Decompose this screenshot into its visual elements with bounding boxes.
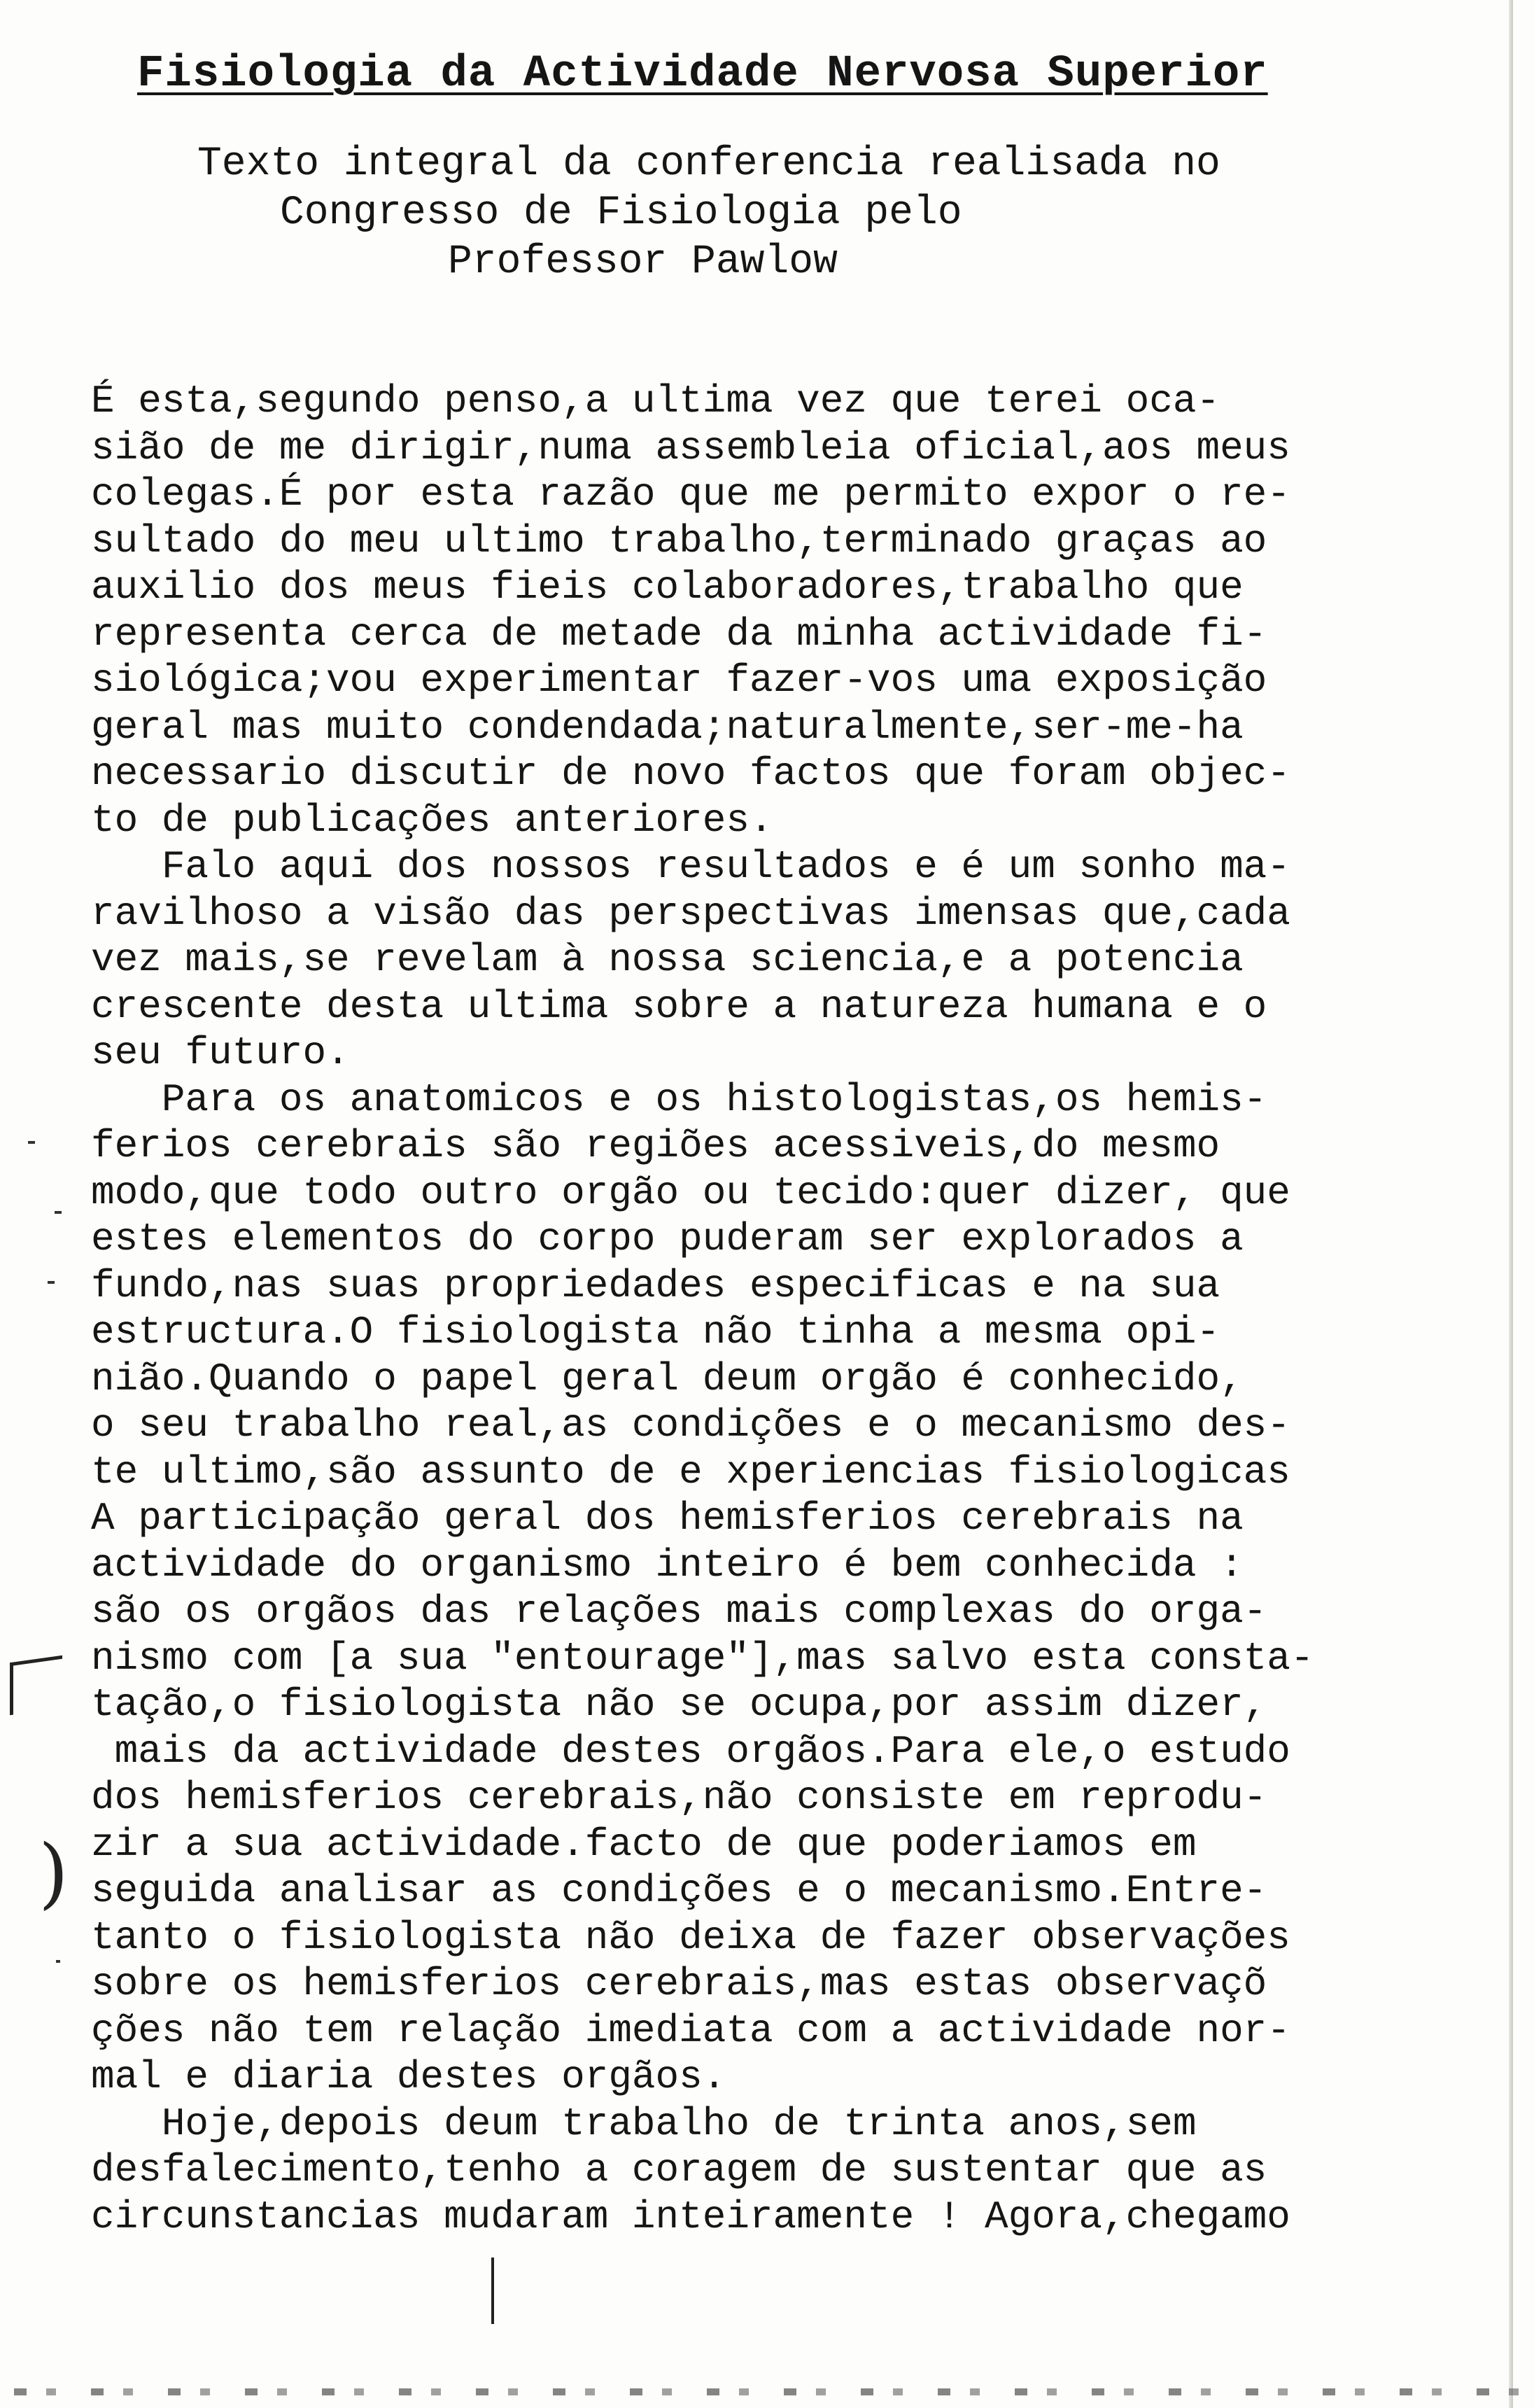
body-text [91,378,1519,2240]
body-line: modo,que todo outro orgão ou tecido:quer dizer, que [91,1170,1290,1215]
body-line: zir a sua actividade.facto de que poderiamos em [91,1821,1197,1867]
body-line: auxilio dos meus fieis colaboradores,trabalho que [91,565,1244,610]
body-line: geral mas muito condendada;naturalmente,ser-me-ha [91,704,1244,750]
margin-bracket-mark [10,1656,62,1716]
body-line: colegas.É por esta razão que me permito expor o re- [91,472,1290,517]
body-line: nismo com [a sua "entourage"],mas salvo esta consta- [91,1635,1314,1681]
subtitle-line-3: Professor Pawlow [448,239,838,285]
body-line: estructura.O fisiologista não tinha a mesma opi- [91,1310,1220,1354]
body-line: o seu trabalho real,as condições e o mecanismo des- [91,1403,1290,1448]
body-line: são os orgãos das relações mais complexas do orga- [91,1589,1267,1634]
margin-tick [55,1211,62,1214]
handwritten-stroke [491,2258,494,2324]
body-line: siológica;vou experimentar fazer-vos uma exposição [91,658,1267,703]
body-line: seu futuro. [91,1030,350,1075]
body-line: desfalecimento,tenho a coragem de sustentar que as [91,2148,1267,2192]
body-line: nião.Quando o papel geral deum orgão é conhecido, [91,1356,1244,1401]
body-line: tação,o fisiologista não se ocupa,por assim dizer, [91,1682,1267,1727]
body-line: te ultimo,são assunto de e xperiencias fisiologicas [91,1449,1290,1494]
margin-tick [28,1141,35,1144]
body-line: Falo aqui dos nossos resultados e é um sonho ma- [91,844,1290,889]
document-title: Fisiologia da Actividade Nervosa Superior [137,49,1268,99]
body-line: to de publicações anteriores. [91,797,773,843]
body-line: estes elementos do corpo puderam ser explorados a [91,1217,1244,1261]
body-line: dos hemisferios cerebrais,não consiste em reprodu- [91,1775,1267,1820]
bottom-edge-smudge [14,2388,1519,2395]
body-line: ravilhoso a visão das perspectivas imensas que,cada [91,890,1290,936]
margin-paren-mark: ) [38,1828,69,1917]
body-line: necessario discutir de novo factos que foram objec- [91,751,1290,796]
body-line: seguida analisar as condições e o mecanismo.Entre- [91,1868,1267,1913]
body-line: crescente desta ultima sobre a natureza humana e o [91,983,1267,1029]
body-line: Hoje,depois deum trabalho de trinta anos,sem [91,2101,1197,2146]
body-line: representa cerca de metade da minha actividade fi- [91,611,1267,657]
subtitle-line-2: Congresso de Fisiologia pelo [280,190,962,236]
body-line: ferios cerebrais são regiões acessiveis,do mesmo [91,1124,1220,1168]
body-line: fundo,nas suas propriedades especificas e na sua [91,1263,1220,1308]
margin-tick [56,1960,60,1963]
body-line: circunstancias mudaram inteiramente ! Agora,chegamo [91,2194,1290,2239]
margin-tick [48,1281,55,1284]
body-line: actividade do organismo inteiro é bem conhecida : [91,1542,1244,1588]
body-line: mais da actividade destes orgãos.Para ele,o estudo [91,1728,1290,1774]
body-line: sião de me dirigir,numa assembleia oficial,aos meus [91,425,1290,470]
body-line: É esta,segundo penso,a ultima vez que terei oca- [91,379,1220,424]
subtitle-line-1: Texto integral da conferencia realisada no [197,141,1220,187]
body-line: ções não tem relação imediata com a actividade nor- [91,2008,1290,2053]
body-line: sobre os hemisferios cerebrais,mas estas observaçõ [91,1961,1267,2006]
body-line: vez mais,se revelam à nossa sciencia,e a potencia [91,937,1244,982]
body-line: sultado do meu ultimo trabalho,terminado graças ao [91,518,1267,564]
body-line: tanto o fisiologista não deixa de fazer observações [91,1914,1290,1960]
body-line: mal e diaria destes orgãos. [91,2054,726,2099]
body-line: A participação geral dos hemisferios cerebrais na [91,1496,1244,1541]
body-line: Para os anatomicos e os histologistas,os hemis- [91,1077,1267,1122]
